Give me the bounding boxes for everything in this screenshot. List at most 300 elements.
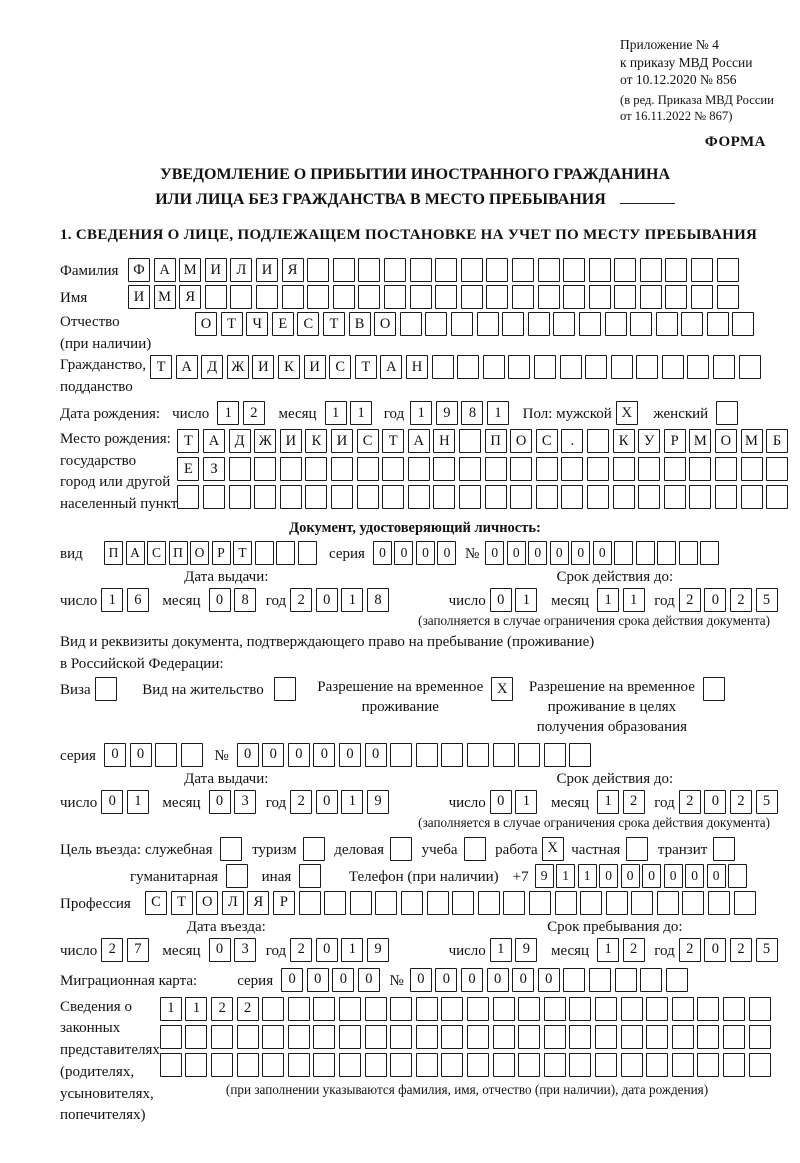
char-cell[interactable]: 2: [623, 938, 645, 962]
char-cell[interactable]: [254, 457, 276, 481]
char-cell[interactable]: О: [715, 429, 737, 453]
checkbox-cell[interactable]: X: [616, 401, 638, 425]
char-cell[interactable]: 1: [597, 588, 619, 612]
char-cell[interactable]: [611, 355, 633, 379]
char-cell[interactable]: [672, 1053, 694, 1077]
char-cell[interactable]: 1: [160, 997, 182, 1021]
char-cell[interactable]: [305, 457, 327, 481]
char-cell[interactable]: 0: [104, 743, 126, 767]
char-cell[interactable]: [595, 1053, 617, 1077]
char-cell[interactable]: [467, 1025, 489, 1049]
char-cell[interactable]: [299, 891, 321, 915]
char-cell[interactable]: [441, 743, 463, 767]
char-cell[interactable]: [563, 285, 585, 309]
char-cell[interactable]: 0: [416, 541, 435, 565]
char-cell[interactable]: 0: [209, 938, 231, 962]
char-cell[interactable]: [485, 485, 507, 509]
char-cell[interactable]: 0: [487, 968, 509, 992]
char-cell[interactable]: 2: [730, 790, 752, 814]
char-cell[interactable]: 0: [528, 541, 547, 565]
char-cell[interactable]: 0: [512, 968, 534, 992]
char-cell[interactable]: [569, 997, 591, 1021]
char-cell[interactable]: А: [176, 355, 198, 379]
char-cell[interactable]: [478, 891, 500, 915]
checkbox-cell[interactable]: [464, 837, 486, 861]
char-cell[interactable]: С: [297, 312, 319, 336]
char-cell[interactable]: 0: [332, 968, 354, 992]
char-cell[interactable]: Т: [355, 355, 377, 379]
char-cell[interactable]: [595, 1025, 617, 1049]
char-cell[interactable]: 7: [127, 938, 149, 962]
char-cell[interactable]: Т: [323, 312, 345, 336]
char-cell[interactable]: [538, 285, 560, 309]
char-cell[interactable]: [400, 312, 422, 336]
char-cell[interactable]: 2: [243, 401, 265, 425]
char-cell[interactable]: [155, 743, 177, 767]
char-cell[interactable]: [717, 258, 739, 282]
char-cell[interactable]: [700, 541, 719, 565]
char-cell[interactable]: [211, 1053, 233, 1077]
char-cell[interactable]: [313, 1025, 335, 1049]
char-cell[interactable]: [298, 541, 317, 565]
char-cell[interactable]: [493, 743, 515, 767]
char-cell[interactable]: [587, 485, 609, 509]
char-cell[interactable]: 0: [358, 968, 380, 992]
char-cell[interactable]: Я: [247, 891, 269, 915]
char-cell[interactable]: [536, 485, 558, 509]
char-cell[interactable]: [657, 891, 679, 915]
char-cell[interactable]: 0: [435, 968, 457, 992]
char-cell[interactable]: 0: [281, 968, 303, 992]
char-cell[interactable]: [425, 312, 447, 336]
char-cell[interactable]: 8: [234, 588, 256, 612]
char-cell[interactable]: 3: [234, 938, 256, 962]
char-cell[interactable]: С: [329, 355, 351, 379]
char-cell[interactable]: [691, 258, 713, 282]
char-cell[interactable]: [510, 457, 532, 481]
char-cell[interactable]: М: [154, 285, 176, 309]
char-cell[interactable]: 8: [367, 588, 389, 612]
char-cell[interactable]: [333, 258, 355, 282]
char-cell[interactable]: 0: [410, 968, 432, 992]
char-cell[interactable]: В: [349, 312, 371, 336]
char-cell[interactable]: [749, 1025, 771, 1049]
char-cell[interactable]: [256, 285, 278, 309]
char-cell[interactable]: [433, 457, 455, 481]
char-cell[interactable]: [691, 285, 713, 309]
char-cell[interactable]: [333, 285, 355, 309]
char-cell[interactable]: [390, 997, 412, 1021]
char-cell[interactable]: О: [374, 312, 396, 336]
char-cell[interactable]: С: [357, 429, 379, 453]
char-cell[interactable]: 9: [515, 938, 537, 962]
char-cell[interactable]: И: [128, 285, 150, 309]
char-cell[interactable]: [569, 743, 591, 767]
char-cell[interactable]: [358, 285, 380, 309]
char-cell[interactable]: [534, 355, 556, 379]
char-cell[interactable]: [160, 1025, 182, 1049]
char-cell[interactable]: [561, 457, 583, 481]
char-cell[interactable]: Я: [179, 285, 201, 309]
char-cell[interactable]: 0: [685, 864, 704, 888]
char-cell[interactable]: [664, 457, 686, 481]
char-cell[interactable]: 1: [490, 938, 512, 962]
char-cell[interactable]: 1: [515, 588, 537, 612]
char-cell[interactable]: [390, 743, 412, 767]
char-cell[interactable]: 0: [664, 864, 683, 888]
char-cell[interactable]: А: [408, 429, 430, 453]
char-cell[interactable]: [621, 1025, 643, 1049]
char-cell[interactable]: [365, 997, 387, 1021]
char-cell[interactable]: И: [280, 429, 302, 453]
char-cell[interactable]: [614, 258, 636, 282]
char-cell[interactable]: [636, 541, 655, 565]
char-cell[interactable]: [375, 891, 397, 915]
char-cell[interactable]: [553, 312, 575, 336]
char-cell[interactable]: [331, 457, 353, 481]
char-cell[interactable]: [467, 1053, 489, 1077]
char-cell[interactable]: [185, 1053, 207, 1077]
char-cell[interactable]: [631, 891, 653, 915]
char-cell[interactable]: О: [195, 312, 217, 336]
char-cell[interactable]: [555, 891, 577, 915]
char-cell[interactable]: [728, 864, 747, 888]
char-cell[interactable]: Р: [273, 891, 295, 915]
char-cell[interactable]: [262, 1025, 284, 1049]
char-cell[interactable]: [636, 355, 658, 379]
char-cell[interactable]: [365, 1053, 387, 1077]
char-cell[interactable]: [560, 355, 582, 379]
char-cell[interactable]: [579, 312, 601, 336]
char-cell[interactable]: П: [169, 541, 188, 565]
char-cell[interactable]: 2: [730, 938, 752, 962]
char-cell[interactable]: Т: [171, 891, 193, 915]
char-cell[interactable]: Р: [212, 541, 231, 565]
char-cell[interactable]: [254, 485, 276, 509]
char-cell[interactable]: 1: [578, 864, 597, 888]
char-cell[interactable]: [262, 1053, 284, 1077]
char-cell[interactable]: 2: [290, 938, 312, 962]
char-cell[interactable]: 2: [101, 938, 123, 962]
char-cell[interactable]: [459, 457, 481, 481]
char-cell[interactable]: 0: [621, 864, 640, 888]
char-cell[interactable]: [638, 485, 660, 509]
char-cell[interactable]: [508, 355, 530, 379]
char-cell[interactable]: [732, 312, 754, 336]
char-cell[interactable]: 0: [313, 743, 335, 767]
char-cell[interactable]: [357, 457, 379, 481]
char-cell[interactable]: [339, 997, 361, 1021]
char-cell[interactable]: [697, 1053, 719, 1077]
char-cell[interactable]: 1: [623, 588, 645, 612]
char-cell[interactable]: [715, 457, 737, 481]
char-cell[interactable]: [288, 1025, 310, 1049]
char-cell[interactable]: [493, 1025, 515, 1049]
char-cell[interactable]: А: [126, 541, 145, 565]
char-cell[interactable]: [640, 258, 662, 282]
char-cell[interactable]: [664, 485, 686, 509]
char-cell[interactable]: Д: [201, 355, 223, 379]
char-cell[interactable]: [185, 1025, 207, 1049]
char-cell[interactable]: Т: [221, 312, 243, 336]
char-cell[interactable]: 0: [209, 588, 231, 612]
char-cell[interactable]: А: [203, 429, 225, 453]
char-cell[interactable]: 1: [597, 938, 619, 962]
char-cell[interactable]: [459, 485, 481, 509]
char-cell[interactable]: 5: [756, 938, 778, 962]
char-cell[interactable]: .: [561, 429, 583, 453]
char-cell[interactable]: [638, 457, 660, 481]
char-cell[interactable]: [734, 891, 756, 915]
char-cell[interactable]: М: [741, 429, 763, 453]
char-cell[interactable]: [544, 1053, 566, 1077]
char-cell[interactable]: 0: [593, 541, 612, 565]
char-cell[interactable]: Л: [230, 258, 252, 282]
char-cell[interactable]: [203, 485, 225, 509]
char-cell[interactable]: М: [689, 429, 711, 453]
char-cell[interactable]: 0: [365, 743, 387, 767]
checkbox-cell[interactable]: [226, 864, 248, 888]
char-cell[interactable]: [339, 1025, 361, 1049]
char-cell[interactable]: 0: [538, 968, 560, 992]
char-cell[interactable]: [416, 1025, 438, 1049]
char-cell[interactable]: [280, 457, 302, 481]
char-cell[interactable]: [640, 968, 662, 992]
char-cell[interactable]: [589, 968, 611, 992]
char-cell[interactable]: И: [252, 355, 274, 379]
char-cell[interactable]: [657, 541, 676, 565]
char-cell[interactable]: 0: [571, 541, 590, 565]
checkbox-cell[interactable]: [703, 677, 725, 701]
char-cell[interactable]: [589, 285, 611, 309]
char-cell[interactable]: [518, 1053, 540, 1077]
char-cell[interactable]: [324, 891, 346, 915]
char-cell[interactable]: [502, 312, 524, 336]
char-cell[interactable]: [486, 258, 508, 282]
char-cell[interactable]: [687, 355, 709, 379]
char-cell[interactable]: [672, 997, 694, 1021]
char-cell[interactable]: [390, 1025, 412, 1049]
checkbox-cell[interactable]: X: [542, 837, 564, 861]
char-cell[interactable]: [510, 485, 532, 509]
char-cell[interactable]: [613, 457, 635, 481]
char-cell[interactable]: 1: [597, 790, 619, 814]
char-cell[interactable]: [544, 1025, 566, 1049]
char-cell[interactable]: [697, 997, 719, 1021]
char-cell[interactable]: [681, 312, 703, 336]
char-cell[interactable]: 1: [350, 401, 372, 425]
char-cell[interactable]: 9: [367, 938, 389, 962]
char-cell[interactable]: [205, 285, 227, 309]
char-cell[interactable]: [569, 1053, 591, 1077]
char-cell[interactable]: 2: [679, 588, 701, 612]
char-cell[interactable]: [723, 1025, 745, 1049]
char-cell[interactable]: [276, 541, 295, 565]
char-cell[interactable]: [441, 1053, 463, 1077]
char-cell[interactable]: [288, 1053, 310, 1077]
char-cell[interactable]: [614, 541, 633, 565]
char-cell[interactable]: [229, 457, 251, 481]
char-cell[interactable]: 0: [373, 541, 392, 565]
char-cell[interactable]: 0: [394, 541, 413, 565]
char-cell[interactable]: [313, 997, 335, 1021]
char-cell[interactable]: 9: [367, 790, 389, 814]
char-cell[interactable]: 0: [461, 968, 483, 992]
char-cell[interactable]: А: [154, 258, 176, 282]
char-cell[interactable]: [384, 258, 406, 282]
char-cell[interactable]: Ф: [128, 258, 150, 282]
char-cell[interactable]: [613, 485, 635, 509]
char-cell[interactable]: [483, 355, 505, 379]
char-cell[interactable]: [587, 457, 609, 481]
char-cell[interactable]: 3: [234, 790, 256, 814]
char-cell[interactable]: 1: [341, 790, 363, 814]
char-cell[interactable]: Т: [382, 429, 404, 453]
char-cell[interactable]: П: [104, 541, 123, 565]
char-cell[interactable]: 0: [490, 588, 512, 612]
char-cell[interactable]: [467, 997, 489, 1021]
char-cell[interactable]: [441, 1025, 463, 1049]
char-cell[interactable]: 5: [756, 588, 778, 612]
char-cell[interactable]: [561, 485, 583, 509]
char-cell[interactable]: П: [485, 429, 507, 453]
char-cell[interactable]: [563, 258, 585, 282]
char-cell[interactable]: 2: [290, 790, 312, 814]
char-cell[interactable]: [666, 968, 688, 992]
char-cell[interactable]: [563, 968, 585, 992]
char-cell[interactable]: К: [613, 429, 635, 453]
char-cell[interactable]: [416, 743, 438, 767]
checkbox-cell[interactable]: [390, 837, 412, 861]
char-cell[interactable]: [766, 485, 788, 509]
char-cell[interactable]: [486, 285, 508, 309]
char-cell[interactable]: [544, 997, 566, 1021]
char-cell[interactable]: 2: [679, 938, 701, 962]
char-cell[interactable]: [569, 1025, 591, 1049]
char-cell[interactable]: [416, 997, 438, 1021]
char-cell[interactable]: 0: [316, 938, 338, 962]
char-cell[interactable]: С: [145, 891, 167, 915]
char-cell[interactable]: [689, 457, 711, 481]
char-cell[interactable]: [305, 485, 327, 509]
char-cell[interactable]: 0: [288, 743, 310, 767]
char-cell[interactable]: 0: [209, 790, 231, 814]
char-cell[interactable]: [467, 743, 489, 767]
char-cell[interactable]: [307, 285, 329, 309]
char-cell[interactable]: 6: [127, 588, 149, 612]
char-cell[interactable]: [766, 457, 788, 481]
char-cell[interactable]: [672, 1025, 694, 1049]
char-cell[interactable]: [640, 285, 662, 309]
char-cell[interactable]: 2: [290, 588, 312, 612]
char-cell[interactable]: [230, 285, 252, 309]
char-cell[interactable]: [401, 891, 423, 915]
char-cell[interactable]: [630, 312, 652, 336]
char-cell[interactable]: 0: [707, 864, 726, 888]
char-cell[interactable]: К: [278, 355, 300, 379]
char-cell[interactable]: И: [256, 258, 278, 282]
char-cell[interactable]: [585, 355, 607, 379]
char-cell[interactable]: [457, 355, 479, 379]
char-cell[interactable]: [749, 1053, 771, 1077]
char-cell[interactable]: И: [205, 258, 227, 282]
char-cell[interactable]: [255, 541, 274, 565]
char-cell[interactable]: [621, 997, 643, 1021]
char-cell[interactable]: [595, 997, 617, 1021]
char-cell[interactable]: [587, 429, 609, 453]
char-cell[interactable]: 2: [623, 790, 645, 814]
char-cell[interactable]: [536, 457, 558, 481]
char-cell[interactable]: 1: [341, 938, 363, 962]
char-cell[interactable]: [408, 457, 430, 481]
char-cell[interactable]: И: [331, 429, 353, 453]
char-cell[interactable]: 0: [642, 864, 661, 888]
checkbox-cell[interactable]: [274, 677, 296, 701]
char-cell[interactable]: [262, 997, 284, 1021]
char-cell[interactable]: 0: [550, 541, 569, 565]
char-cell[interactable]: [358, 258, 380, 282]
char-cell[interactable]: [656, 312, 678, 336]
char-cell[interactable]: [713, 355, 735, 379]
char-cell[interactable]: [313, 1053, 335, 1077]
char-cell[interactable]: [739, 355, 761, 379]
checkbox-cell[interactable]: [713, 837, 735, 861]
char-cell[interactable]: [723, 1053, 745, 1077]
char-cell[interactable]: [538, 258, 560, 282]
char-cell[interactable]: Л: [222, 891, 244, 915]
char-cell[interactable]: [435, 285, 457, 309]
char-cell[interactable]: [518, 997, 540, 1021]
char-cell[interactable]: Б: [766, 429, 788, 453]
char-cell[interactable]: Ж: [227, 355, 249, 379]
char-cell[interactable]: [723, 997, 745, 1021]
checkbox-cell[interactable]: [716, 401, 738, 425]
char-cell[interactable]: С: [147, 541, 166, 565]
char-cell[interactable]: 2: [730, 588, 752, 612]
char-cell[interactable]: 0: [130, 743, 152, 767]
char-cell[interactable]: 0: [704, 588, 726, 612]
char-cell[interactable]: Ч: [246, 312, 268, 336]
char-cell[interactable]: [280, 485, 302, 509]
char-cell[interactable]: Е: [177, 457, 199, 481]
char-cell[interactable]: [410, 258, 432, 282]
char-cell[interactable]: [365, 1025, 387, 1049]
char-cell[interactable]: 9: [436, 401, 458, 425]
char-cell[interactable]: [390, 1053, 412, 1077]
char-cell[interactable]: О: [510, 429, 532, 453]
char-cell[interactable]: [357, 485, 379, 509]
char-cell[interactable]: 1: [341, 588, 363, 612]
char-cell[interactable]: 2: [237, 997, 259, 1021]
checkbox-cell[interactable]: X: [491, 677, 513, 701]
char-cell[interactable]: [749, 997, 771, 1021]
char-cell[interactable]: 5: [756, 790, 778, 814]
char-cell[interactable]: 0: [316, 588, 338, 612]
char-cell[interactable]: Е: [272, 312, 294, 336]
char-cell[interactable]: [708, 891, 730, 915]
char-cell[interactable]: 0: [704, 790, 726, 814]
char-cell[interactable]: [237, 1025, 259, 1049]
char-cell[interactable]: 1: [127, 790, 149, 814]
char-cell[interactable]: Т: [150, 355, 172, 379]
char-cell[interactable]: [410, 285, 432, 309]
char-cell[interactable]: [433, 485, 455, 509]
char-cell[interactable]: [717, 285, 739, 309]
char-cell[interactable]: 0: [599, 864, 618, 888]
char-cell[interactable]: М: [179, 258, 201, 282]
char-cell[interactable]: 0: [507, 541, 526, 565]
char-cell[interactable]: [665, 285, 687, 309]
